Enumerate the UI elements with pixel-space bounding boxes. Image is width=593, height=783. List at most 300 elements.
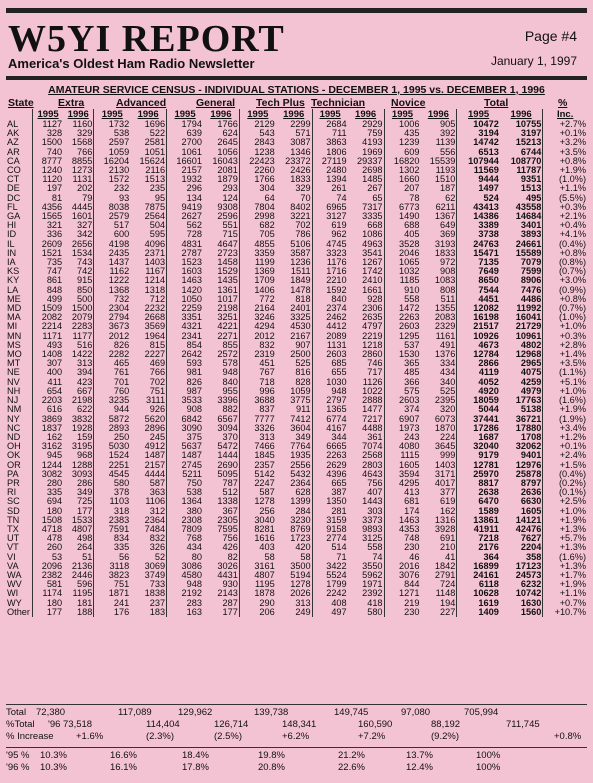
increase-value: (2.3%) [146, 731, 174, 742]
count-cell: 622 [76, 404, 93, 415]
count-cell: 3235 [94, 396, 130, 405]
count-cell: 1616 [239, 534, 275, 543]
count-cell: 290 [239, 599, 275, 608]
percent-cell: +1.5% [543, 461, 587, 470]
state-cell: ID [7, 229, 17, 240]
count-cell: 4530 [290, 321, 311, 332]
percent-cell: (1.1%) [543, 368, 587, 377]
count-cell: 3221 [290, 211, 311, 222]
count-cell: 434 [439, 367, 456, 378]
state-cell: ND [7, 431, 21, 442]
count-cell: 4488 [362, 422, 383, 433]
count-cell: 1568 [71, 137, 93, 148]
count-cell: 16899 [457, 562, 500, 571]
total-value: 705,994 [464, 707, 499, 718]
count-cell: 405 [384, 230, 420, 239]
count-cell: 1766 [217, 119, 238, 129]
count-cell: 1059 [290, 385, 311, 396]
count-cell: 4855 [239, 240, 275, 249]
count-cell: 3161 [239, 562, 275, 571]
count-cell: 581 [33, 580, 64, 589]
count-cell: 2271 [217, 330, 238, 341]
count-cell: 2638 [457, 488, 500, 497]
count-cell: 1478 [290, 284, 311, 295]
count-cell: 3086 [167, 562, 203, 571]
count-cell: 4431 [217, 569, 238, 580]
total-value: 88,192 [431, 719, 461, 730]
count-cell: 58 [239, 553, 275, 562]
count-cell: 4963 [362, 238, 383, 249]
totals-section [6, 700, 587, 774]
count-cell: 787 [222, 477, 238, 488]
count-cell: 9444 [457, 175, 500, 184]
count-cell: 685 [312, 359, 348, 368]
count-cell: 2597 [94, 138, 130, 147]
count-cell: 3645 [434, 441, 456, 452]
count-cell: 207 [384, 184, 420, 193]
count-cell: 861 [33, 276, 64, 285]
count-cell: 1871 [94, 589, 130, 598]
count-cell: 1318 [144, 284, 166, 295]
percent-cell: +0.7% [543, 599, 587, 608]
count-cell: 2426 [290, 165, 311, 176]
totals-rule [6, 704, 587, 705]
count-cell: 227 [439, 606, 456, 617]
count-cell: 882 [222, 404, 238, 415]
count-cell: 1524 [94, 451, 130, 460]
count-cell: 16601 [167, 157, 203, 166]
count-cell: 5962 [362, 569, 383, 580]
count-cell: 71 [312, 553, 348, 562]
percent-cell: (1.0%) [543, 313, 587, 322]
pct-value: 18.4% [182, 750, 209, 761]
count-cell: 1214 [144, 275, 166, 286]
count-cell: 32062 [515, 441, 542, 452]
state-cell: SC [7, 496, 20, 507]
count-cell: 1106 [145, 496, 166, 507]
count-cell: 844 [384, 580, 420, 589]
count-cell: 733 [149, 579, 166, 590]
count-cell: 8402 [290, 201, 311, 212]
count-cell: 3775 [290, 395, 311, 406]
count-cell: 4294 [239, 322, 275, 331]
state-cell: DE [7, 183, 20, 194]
count-cell: 18059 [457, 396, 500, 405]
count-cell: 1964 [144, 330, 166, 341]
count-cell: 1444 [217, 450, 238, 461]
count-cell: 43413 [457, 203, 500, 212]
count-cell: 3863 [312, 138, 348, 147]
count-cell: 2929 [362, 119, 383, 129]
count-cell: 3193 [434, 238, 456, 249]
count-cell: 2136 [71, 560, 93, 571]
count-cell: 1368 [94, 286, 130, 295]
count-cell: 832 [239, 341, 275, 350]
count-cell: 705 [239, 230, 275, 239]
count-cell: 403 [239, 543, 275, 552]
count-cell: 1589 [457, 507, 500, 516]
count-cell: 558 [367, 542, 383, 553]
state-cell: UT [7, 533, 20, 544]
count-cell: 840 [222, 376, 238, 387]
state-cell: VA [7, 560, 19, 571]
count-cell: 701 [94, 378, 130, 387]
count-cell: 9419 [167, 203, 203, 212]
percent-cell: (0.8%) [543, 258, 587, 267]
state-cell: NH [7, 385, 21, 396]
count-cell: 23372 [285, 155, 311, 166]
count-cell: 3230 [290, 514, 311, 525]
count-cell: 1794 [167, 120, 203, 129]
percent-cell: +4.1% [543, 230, 587, 239]
count-cell: 5142 [239, 470, 275, 479]
census-title: AMATEUR SERVICE CENSUS - INDIVIDUAL STATIONS - DECEMBER 1, 1995 vs. DECEMBER 1, 1996 [48, 84, 545, 96]
total-value: 149,745 [334, 707, 369, 718]
count-cell: 761 [94, 368, 130, 377]
count-cell: 5432 [290, 468, 311, 479]
count-cell: 313 [76, 358, 93, 369]
count-cell: 717 [367, 367, 383, 378]
count-cell: 8038 [94, 203, 130, 212]
percent-cell: +3.2% [543, 138, 587, 147]
count-cell: 751 [149, 385, 166, 396]
count-cell: 1935 [290, 450, 311, 461]
count-cell: 93 [94, 194, 130, 203]
count-cell: 1806 [312, 148, 348, 157]
count-cell: 7466 [239, 442, 275, 451]
count-cell: 2164 [239, 304, 275, 313]
count-cell: 1833 [434, 247, 456, 258]
count-cell: 14684 [515, 211, 542, 222]
count-cell: 1534 [71, 247, 93, 258]
count-cell: 14742 [457, 138, 500, 147]
count-cell: 188 [76, 606, 93, 617]
percent-cell: (0.7%) [543, 304, 587, 313]
count-cell: 624 [222, 128, 238, 139]
count-cell: 746 [367, 358, 383, 369]
count-cell: 491 [439, 339, 456, 350]
count-cell: 4321 [167, 322, 203, 331]
count-cell: 711 [312, 129, 348, 138]
state-cell: HI [7, 220, 17, 231]
count-cell: 2860 [362, 349, 383, 360]
count-cell: 280 [33, 479, 64, 488]
count-cell: 230 [384, 543, 420, 552]
count-cell: 1061 [167, 148, 203, 157]
count-cell: 665 [312, 479, 348, 488]
percent-cell: (1.6%) [543, 553, 587, 562]
count-cell: 5106 [290, 238, 311, 249]
count-cell: 12082 [457, 304, 500, 313]
increase-value: +6.2% [282, 731, 310, 742]
count-cell: 1403 [144, 257, 166, 268]
count-cell: 5472 [217, 441, 238, 452]
count-cell: 2012 [94, 332, 130, 341]
count-cell: 1240 [33, 166, 64, 175]
count-cell: 65 [372, 192, 383, 203]
count-cell: 11569 [457, 166, 500, 175]
count-cell: 163 [167, 608, 203, 617]
count-cell: 2965 [520, 358, 542, 369]
state-cell: NV [7, 376, 20, 387]
count-cell: 7079 [520, 257, 542, 268]
percent-cell: +1.4% [543, 350, 587, 359]
pct-value: 17.8% [182, 762, 209, 773]
count-cell: 1572 [94, 175, 130, 184]
count-cell: 3118 [94, 562, 130, 571]
total-value: 148,341 [282, 719, 317, 730]
percent-cell: +1.9% [543, 166, 587, 175]
count-cell: 6470 [457, 497, 500, 506]
count-cell: 335 [33, 488, 64, 497]
count-cell: 826 [167, 378, 203, 387]
count-cell: 3550 [362, 560, 383, 571]
count-cell: 328 [33, 129, 64, 138]
count-cell: 1162 [94, 267, 130, 276]
count-cell: 284 [295, 505, 311, 516]
count-cell: 2198 [217, 303, 238, 314]
count-cell: 2893 [94, 424, 130, 433]
count-cell: 24161 [457, 571, 500, 580]
pct-value: 10.3% [40, 750, 67, 761]
count-cell: 336 [33, 230, 64, 239]
count-cell: 1030 [312, 378, 348, 387]
count-cell: 1056 [217, 146, 238, 157]
percent-cell: +0.8% [543, 249, 587, 258]
count-cell: 335 [94, 543, 130, 552]
percent-cell: +1.1% [543, 589, 587, 598]
count-cell: 3323 [312, 249, 348, 258]
percent-cell: +1.0% [543, 387, 587, 396]
count-cell: 6773 [384, 203, 420, 212]
count-cell: 4831 [167, 240, 203, 249]
count-cell: 3738 [457, 230, 500, 239]
table-row [6, 184, 587, 193]
percent-cell: +1.3% [543, 543, 587, 552]
count-cell: 10755 [515, 119, 542, 129]
count-cell: 1376 [434, 349, 456, 360]
count-cell: 1115 [384, 451, 420, 460]
percent-cell: (0.1%) [543, 488, 587, 497]
count-cell: 340 [439, 376, 456, 387]
count-cell: 176 [94, 608, 130, 617]
count-cell: 2079 [71, 312, 93, 323]
year-header: 1996 [427, 108, 449, 120]
count-cell: 12784 [457, 350, 500, 359]
count-cell: 1120 [33, 175, 64, 184]
pct-value: 100% [476, 762, 501, 773]
count-cell: 1174 [33, 589, 64, 598]
pct-value: 13.7% [406, 750, 433, 761]
count-cell: 1510 [434, 174, 456, 185]
count-cell: 1176 [312, 258, 348, 267]
count-cell: 728 [167, 230, 203, 239]
count-cell: 1364 [167, 497, 203, 506]
count-cell: 281 [312, 507, 348, 516]
count-cell: 1661 [362, 284, 383, 295]
count-cell: 1278 [239, 497, 275, 506]
count-cell: 378 [94, 488, 130, 497]
count-cell: 3823 [94, 571, 130, 580]
count-cell: 667 [76, 385, 93, 396]
count-cell: 2803 [362, 459, 383, 470]
count-cell: 43558 [515, 201, 542, 212]
count-cell: 512 [222, 487, 238, 498]
count-cell: 694 [33, 497, 64, 506]
count-cell: 766 [76, 146, 93, 157]
category-extra: Extra [58, 97, 85, 109]
census-table [6, 109, 587, 617]
count-cell: 16041 [515, 312, 542, 323]
count-cell: 5872 [94, 415, 130, 424]
count-cell: 108770 [510, 155, 542, 166]
count-cell: 2247 [239, 479, 275, 488]
count-cell: 3373 [362, 514, 383, 525]
count-cell: 53 [33, 553, 64, 562]
count-cell: 4259 [520, 376, 542, 387]
count-cell: 4745 [312, 240, 348, 249]
count-cell: 17286 [457, 424, 500, 433]
count-cell: 2500 [290, 349, 311, 360]
count-cell: 1236 [290, 257, 311, 268]
count-cell: 293 [222, 183, 238, 194]
count-cell: 1316 [434, 514, 456, 525]
count-cell: 587 [239, 488, 275, 497]
count-cell: 525 [295, 358, 311, 369]
count-cell: 619 [312, 221, 348, 230]
count-cell: 162 [33, 433, 64, 442]
count-cell: 24573 [515, 569, 542, 580]
pct-row-1995 [6, 750, 587, 762]
count-cell: 349 [295, 431, 311, 442]
count-cell: 4673 [457, 341, 500, 350]
count-cell: 363 [149, 487, 166, 498]
count-cell: 981 [167, 368, 203, 377]
state-cell: OK [7, 450, 21, 461]
count-cell: 261 [312, 184, 348, 193]
state-cell: PR [7, 477, 20, 488]
count-cell: 681 [384, 497, 420, 506]
count-cell: 12976 [515, 459, 542, 470]
count-cell: 22423 [239, 157, 275, 166]
count-cell: 1050 [167, 295, 203, 304]
count-cell: 7804 [239, 203, 275, 212]
percent-cell: (1.9%) [543, 415, 587, 424]
count-cell: 3604 [290, 422, 311, 433]
state-cell: VT [7, 542, 19, 553]
count-cell: 850 [76, 284, 93, 295]
percent-cell: (0.2%) [543, 479, 587, 488]
percent-cell: +0.1% [543, 442, 587, 451]
count-cell: 9401 [520, 450, 542, 461]
count-cell: 1849 [290, 275, 311, 286]
percent-cell: +2.8% [543, 341, 587, 350]
total-value: 160,590 [358, 719, 393, 730]
count-cell: 4802 [520, 339, 542, 350]
count-cell: 366 [384, 378, 420, 387]
count-cell: 1463 [167, 276, 203, 285]
percent-cell: +2.7% [543, 120, 587, 129]
count-cell: 3422 [312, 562, 348, 571]
count-cell: 972 [439, 257, 456, 268]
count-cell: 287 [222, 597, 238, 608]
count-cell: 2364 [144, 514, 166, 525]
state-cell: MO [7, 349, 22, 360]
count-cell: 1222 [94, 276, 130, 285]
count-cell: 206 [239, 608, 275, 617]
count-cell: 2564 [144, 211, 166, 222]
count-cell: 1742 [362, 266, 383, 277]
count-cell: 3194 [457, 129, 500, 138]
count-cell: 3869 [33, 415, 64, 424]
year-header: 1995 [239, 109, 275, 120]
count-cell: 1603 [167, 267, 203, 276]
count-cell: 2627 [167, 212, 203, 221]
count-cell: 249 [295, 606, 311, 617]
count-cell: 1601 [71, 211, 93, 222]
count-cell: 183 [149, 606, 166, 617]
count-cell: 740 [33, 148, 64, 157]
state-cell: MA [7, 312, 21, 323]
count-cell: 283 [167, 599, 203, 608]
count-cell: 1529 [217, 266, 238, 277]
pct-value: 20.8% [258, 762, 285, 773]
count-cell: 808 [439, 284, 456, 295]
count-cell: 1497 [457, 184, 500, 193]
count-cell: 498 [76, 533, 93, 544]
count-cell: 16043 [212, 155, 238, 166]
count-cell: 5637 [167, 442, 203, 451]
count-cell: 8855 [71, 155, 93, 166]
count-cell: 9158 [312, 525, 348, 534]
count-cell: 394 [76, 367, 93, 378]
count-cell: 1463 [384, 516, 420, 525]
count-cell: 14121 [515, 514, 542, 525]
count-cell: 9308 [217, 201, 238, 212]
count-cell: 25970 [457, 470, 500, 479]
count-cell: 5095 [217, 468, 238, 479]
count-cell: 5030 [94, 442, 130, 451]
count-cell: 619 [439, 496, 456, 507]
count-cell: 24763 [457, 240, 500, 249]
count-cell: 1799 [312, 580, 348, 589]
count-cell: 5194 [290, 569, 311, 580]
count-cell: 3090 [167, 424, 203, 433]
count-cell: 1870 [434, 422, 456, 433]
count-cell: 756 [367, 477, 383, 488]
percent-cell: +5.7% [543, 534, 587, 543]
count-cell: 408 [312, 599, 348, 608]
count-cell: 2046 [384, 249, 420, 258]
count-cell: 2192 [167, 589, 203, 598]
count-cell: 2603 [384, 322, 420, 331]
count-cell: 42476 [515, 523, 542, 534]
state-cell: GA [7, 211, 21, 222]
state-cell: PA [7, 468, 19, 479]
count-cell: 1059 [94, 148, 130, 157]
count-cell: 948 [167, 580, 203, 589]
count-cell: 911 [296, 404, 311, 415]
count-cell: 12968 [515, 349, 542, 360]
percent-cell: +1.9% [543, 516, 587, 525]
count-cell: 243 [384, 433, 420, 442]
percent-cell: +1.0% [543, 507, 587, 516]
count-cell: 7217 [362, 413, 383, 424]
count-cell: 907 [295, 339, 311, 350]
count-cell: 329 [76, 128, 93, 139]
count-cell: 702 [149, 376, 166, 387]
count-cell: 2603 [312, 350, 348, 359]
